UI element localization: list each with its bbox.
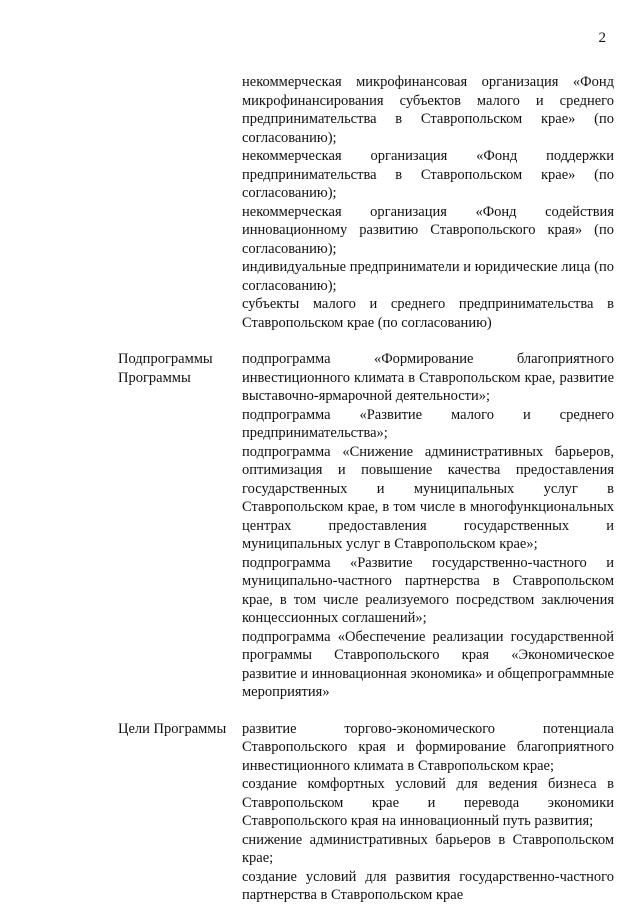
subprogram-item: подпрограмма «Обеспечение реализации государственной программы Ставропольского края «Экономическое развитие и инновационная экономика» и общепрограммные мероприятия»: [242, 628, 614, 700]
participants-label: [118, 73, 242, 332]
participant-item: индивидуальные предприниматели и юридические лица (по согласованию);: [242, 259, 614, 294]
subprogram-item: подпрограмма «Развитие государственно-частного и муниципально-частного партнерства в Ставропольском крае, в том числе реализуемого посредством заключения концессионных соглашений»;: [242, 554, 614, 626]
subprograms-label: Подпрограммы Программы: [118, 351, 213, 386]
participant-item: некоммерческая организация «Фонд содействия инновационному развитию Ставропольского края» (по согласованию);: [242, 203, 614, 257]
page-number: 2: [598, 30, 606, 46]
goals-text: [242, 720, 614, 905]
goal-item: создание комфортных условий для ведения бизнеса в Ставропольском крае и перевода экономики Ставропольского края на инновационный путь развития;: [242, 776, 614, 829]
goal-item: развитие торгово-экономического потенциала Ставропольского края и формирование благоприятного инвестиционного климата в Ставропольском крае;: [242, 720, 614, 774]
participants-text: [242, 73, 614, 332]
subprogram-item: подпрограмма «Формирование благоприятного инвестиционного климата в Ставропольском крае, развитие выставочно-ярмарочной деятельности»;: [242, 351, 614, 404]
subprogram-item: подпрограмма «Развитие малого и среднего предпринимательства»;: [242, 406, 614, 441]
participant-item: субъекты малого и среднего предпринимательства в Ставропольском крае (по согласованию): [242, 296, 614, 331]
goals-label: Цели Программы: [118, 720, 227, 737]
subprogram-item: подпрограмма «Снижение административных барьеров, оптимизация и повышение качества предоставления государственных и муниципальных услуг в Ставропольском крае, в том числе в многофункциональных центрах предоставления государственных и муниципальных услуг в Ставропольском крае»;: [242, 443, 614, 552]
subprograms-row: [118, 350, 614, 702]
goals-row: [118, 720, 614, 905]
participants-row: [118, 73, 614, 332]
participant-item: некоммерческая микрофинансовая организация «Фонд микрофинансирования субъектов малого и среднего предпринимательства в Ставропольском крае» (по согласованию);: [242, 74, 614, 146]
subprograms-text: [242, 350, 614, 702]
participant-item: некоммерческая организация «Фонд поддержки предпринимательства в Ставропольском крае» (по согласованию);: [242, 148, 614, 201]
goal-item: снижение административных барьеров в Ставропольском крае;: [242, 831, 614, 866]
passport-table: [118, 73, 614, 905]
goal-item: создание условий для развития государственно-частного партнерства в Ставропольском крае: [242, 868, 614, 903]
